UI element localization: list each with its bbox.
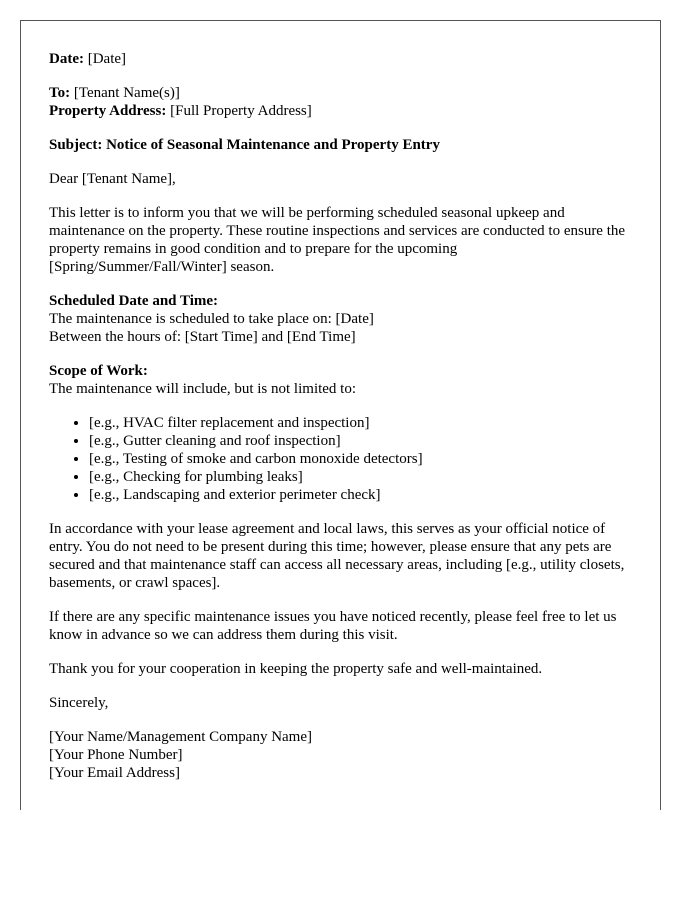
signature-block bbox=[49, 728, 632, 782]
signature-phone: [Your Phone Number] bbox=[49, 747, 183, 763]
date-line bbox=[49, 50, 632, 68]
scope-list bbox=[49, 414, 632, 504]
schedule-section bbox=[49, 292, 632, 346]
subject-line: Subject: Notice of Seasonal Maintenance and Property Entry bbox=[49, 137, 440, 153]
to-line bbox=[49, 84, 632, 102]
scope-intro: The maintenance will include, but is not limited to: bbox=[49, 381, 357, 397]
letter-page bbox=[20, 20, 661, 810]
issues-paragraph: If there are any specific maintenance issues you have noticed recently, please feel free to let us know in advance so we can address them during this visit. bbox=[49, 609, 617, 643]
entry-notice-paragraph: In accordance with your lease agreement and local laws, this serves as your official notice of entry. You do not need to be present during this time; however, please ensure that any pets are secured and that maintenance staff can access all necessary areas, including [e.g., utility closets, basements, or crawl spaces]. bbox=[49, 521, 625, 591]
recipient-block bbox=[49, 84, 632, 120]
address-line bbox=[49, 102, 632, 120]
scope-section bbox=[49, 362, 632, 398]
signature-name: [Your Name/Management Company Name] bbox=[49, 729, 312, 745]
thanks-paragraph: Thank you for your cooperation in keeping the property safe and well-maintained. bbox=[49, 661, 543, 677]
list-item: • [e.g., Checking for plumbing leaks] bbox=[89, 468, 632, 486]
date-label: Date: bbox=[49, 51, 84, 67]
schedule-time-line: Between the hours of: [Start Time] and [End Time] bbox=[49, 329, 356, 345]
list-item: • [e.g., Testing of smoke and carbon monoxide detectors] bbox=[89, 450, 632, 468]
list-item: • [e.g., Landscaping and exterior perimeter check] bbox=[89, 486, 632, 504]
date-value: [Date] bbox=[87, 51, 127, 67]
intro-paragraph: This letter is to inform you that we will be performing scheduled seasonal upkeep and maintenance on the property. These routine inspections and services are conducted to ensure the property remains in good condition and to prepare for the upcoming [Spring/Summer/Fall/Winter] season. bbox=[49, 205, 626, 275]
address-label: Property Address: bbox=[49, 103, 167, 119]
greeting: Dear [Tenant Name], bbox=[49, 171, 176, 187]
scope-heading: Scope of Work: bbox=[49, 363, 148, 379]
signature-email: [Your Email Address] bbox=[49, 765, 180, 781]
to-value: [Tenant Name(s)] bbox=[73, 85, 180, 101]
to-label: To: bbox=[49, 85, 71, 101]
list-item: • [e.g., Gutter cleaning and roof inspection] bbox=[89, 432, 632, 450]
list-item: • [e.g., HVAC filter replacement and inspection] bbox=[89, 414, 632, 432]
closing: Sincerely, bbox=[49, 695, 109, 711]
address-value: [Full Property Address] bbox=[170, 103, 312, 119]
schedule-date-line: The maintenance is scheduled to take place on: [Date] bbox=[49, 311, 374, 327]
schedule-heading: Scheduled Date and Time: bbox=[49, 293, 219, 309]
